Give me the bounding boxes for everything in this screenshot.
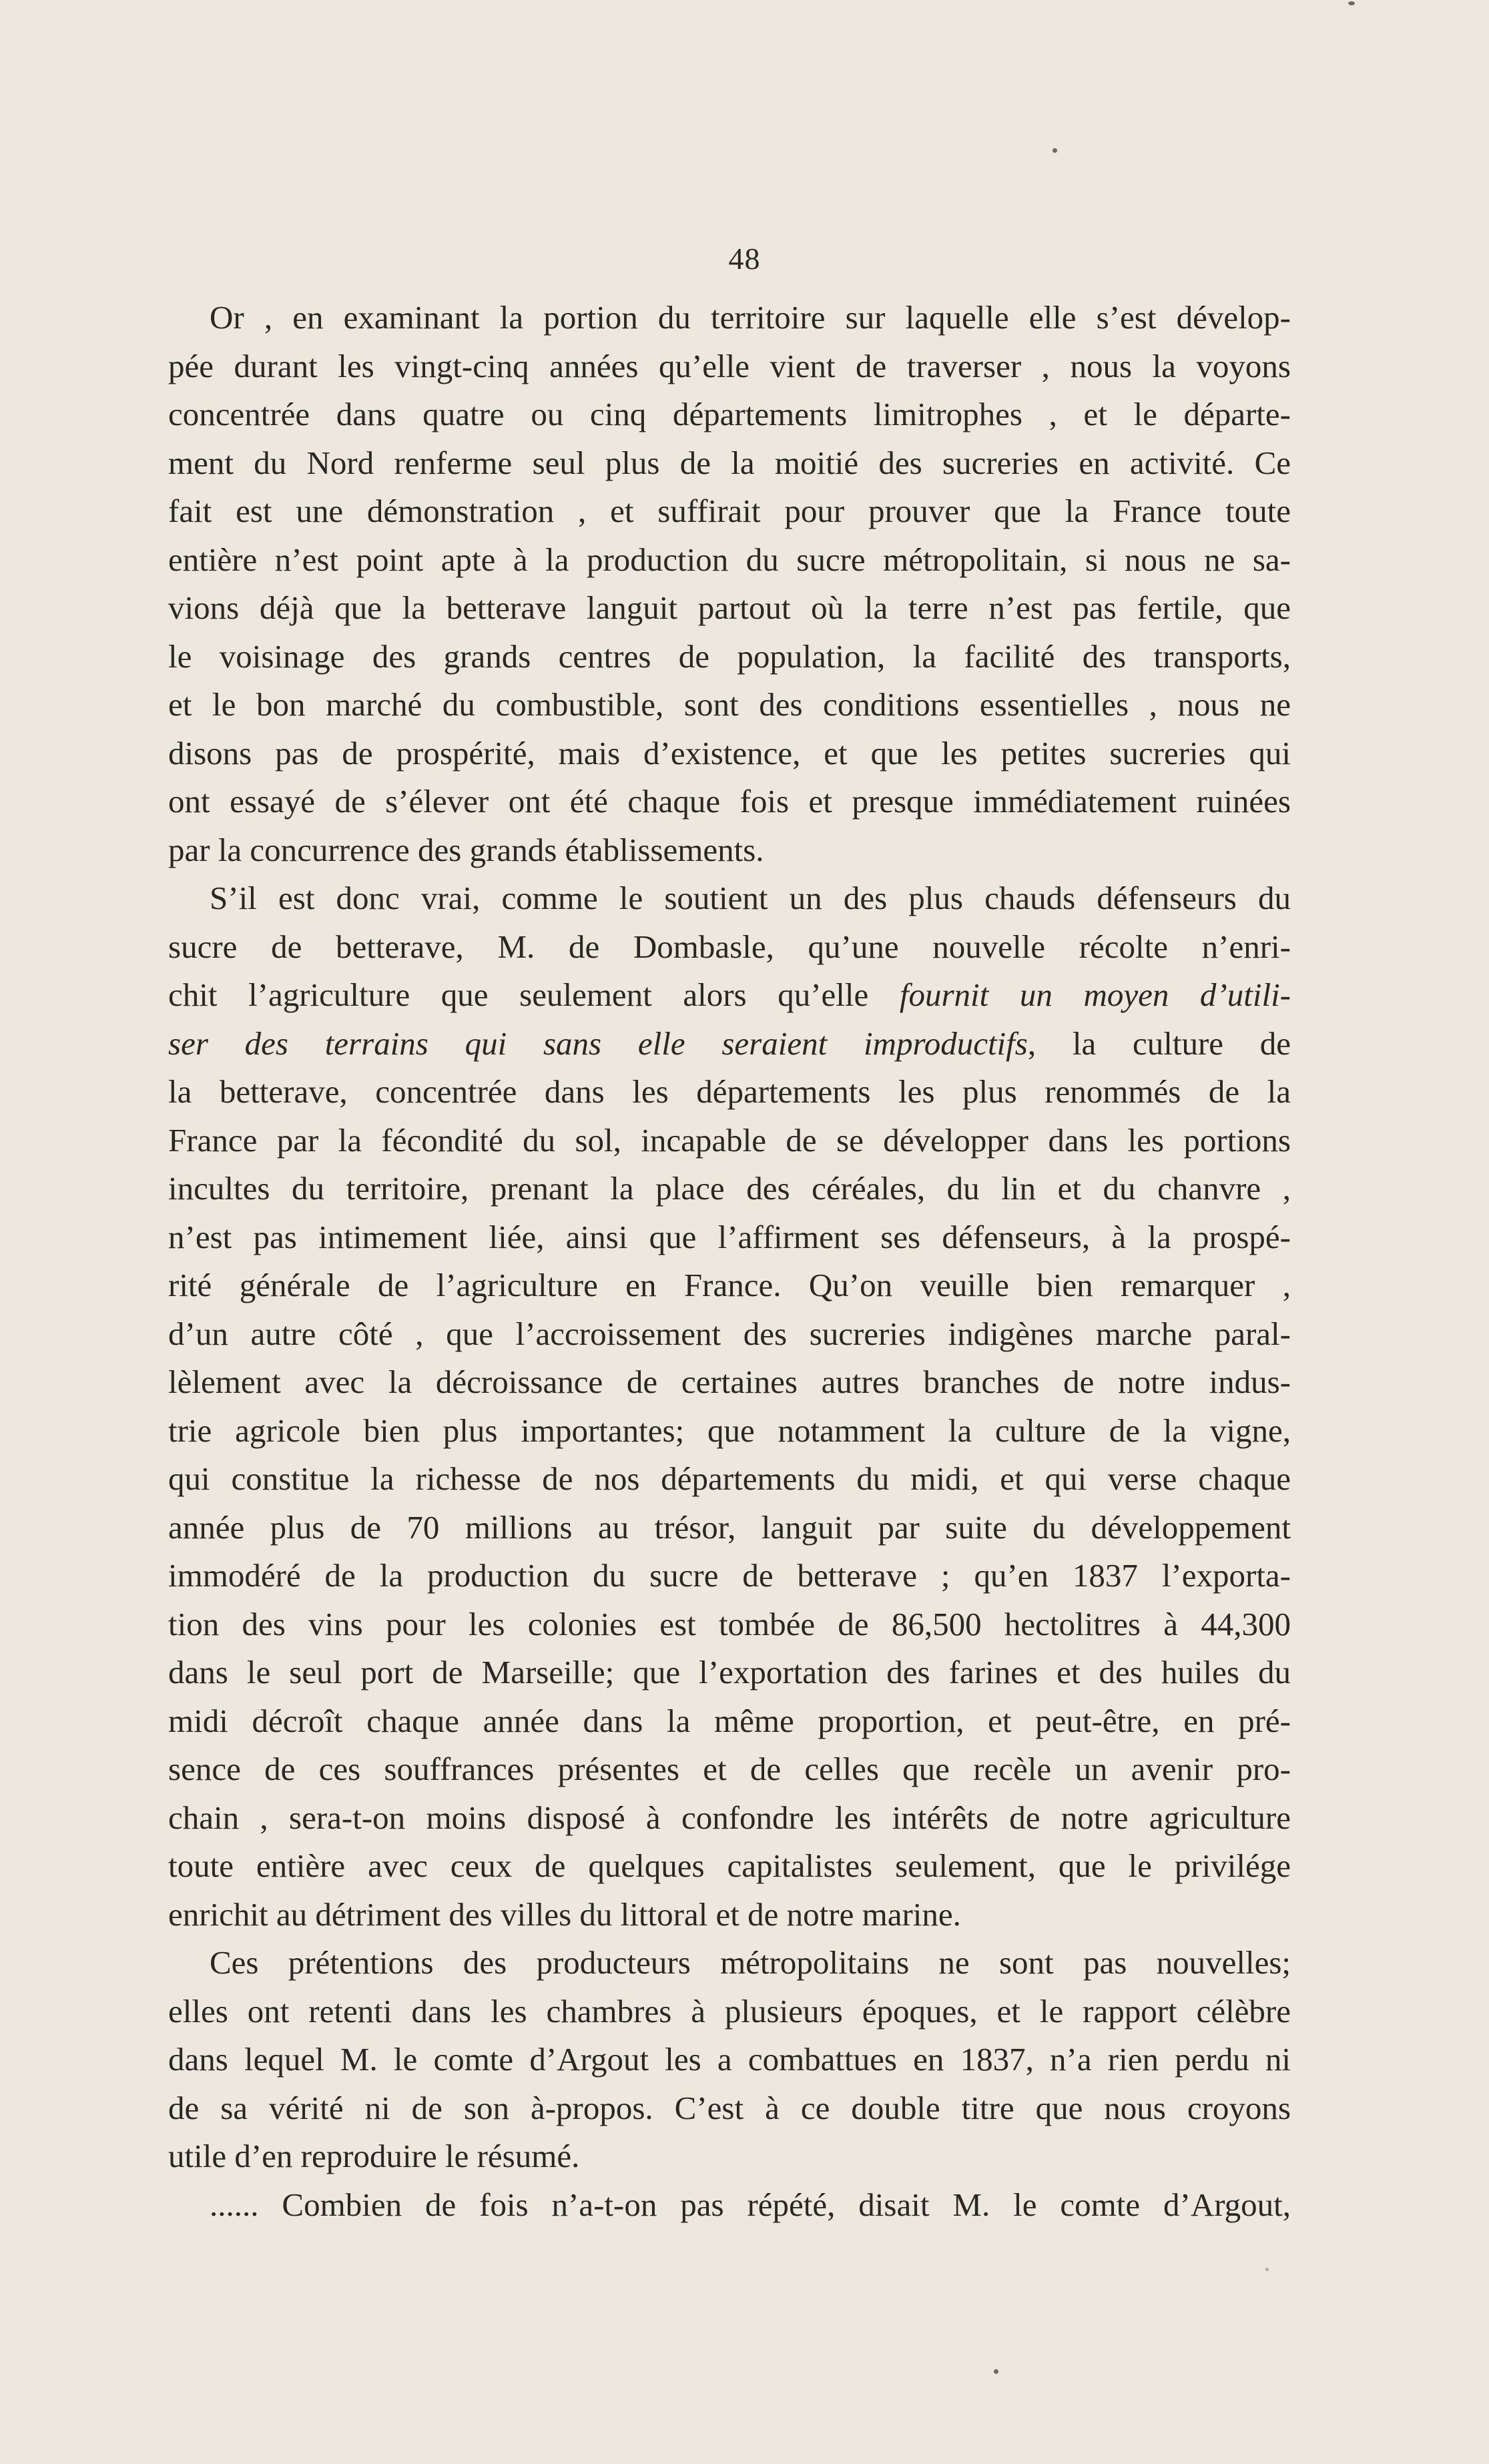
text-line: rité générale de l’agriculture en France. Qu’on veuille bien remarquer , xyxy=(168,1267,1291,1303)
text-line: immodéré de la production du sucre de betterave ; qu’en 1837 l’exporta- xyxy=(168,1557,1291,1594)
text-line: concentrée dans quatre ou cinq départements limitrophes , et le départe- xyxy=(168,396,1291,432)
text-line: par la concurrence des grands établissements. xyxy=(168,831,764,868)
text-line: Ces prétentions des producteurs métropolitains ne sont pas nouvelles; xyxy=(210,1944,1291,1981)
text-line: chain , sera-t-on moins disposé à confondre les intérêts de notre agriculture xyxy=(168,1799,1291,1836)
text-line: elles ont retenti dans les chambres à plusieurs époques, et le rapport célèbre xyxy=(168,1992,1291,2030)
text-line: dans lequel M. le comte d’Argout les a combattues en 1837, n’a rien perdu ni xyxy=(168,2041,1291,2078)
text-line: pée durant les vingt-cinq années qu’elle vient de traverser , nous la voyons xyxy=(168,347,1291,384)
text-line: qui constitue la richesse de nos départements du midi, et qui verse chaque xyxy=(168,1460,1291,1497)
text-line-with-quote xyxy=(168,1020,1291,1068)
text-line: n’est pas intimement liée, ainsi que l’affirment ses défenseurs, à la prospé- xyxy=(168,1218,1291,1255)
text-line: toute entière avec ceux de quelques capitalistes seulement, que le privilége xyxy=(168,1847,1291,1884)
text-line: de sa vérité ni de son à-propos. C’est à ce double titre que nous croyons xyxy=(168,2089,1291,2126)
text-line-with-quote xyxy=(168,971,1291,1020)
text-line: la betterave, concentrée dans les départements les plus renommés de la xyxy=(168,1073,1291,1110)
text-line: disons pas de prospérité, mais d’existence, et que les petites sucreries qui xyxy=(168,734,1291,772)
page-body-text xyxy=(168,294,1291,2229)
text-fragment: chit l’agriculture que seulement alors qu’elle xyxy=(168,976,900,1013)
text-line: dans le seul port de Marseille; que l’exportation des farines et des huiles du xyxy=(168,1654,1291,1690)
text-line: lèlement avec la décroissance de certaines autres branches de notre indus- xyxy=(168,1363,1291,1400)
text-line: sence de ces souffrances présentes et de celles que recèle un avenir pro- xyxy=(168,1751,1291,1787)
text-line: et le bon marché du combustible, sont des conditions essentielles , nous ne xyxy=(168,686,1291,723)
paper-speck xyxy=(994,2369,998,2374)
page-number: 48 xyxy=(728,242,761,276)
text-line: fait est une démonstration , et suffirait pour prouver que la France toute xyxy=(168,493,1291,529)
text-line: utile d’en reproduire le résumé. xyxy=(168,2138,580,2174)
text-line: France par la fécondité du sol, incapable de se développer dans les portions xyxy=(168,1121,1291,1159)
text-line: le voisinage des grands centres de population, la facilité des transports, xyxy=(168,637,1291,675)
text-line: année plus de 70 millions au trésor, languit par suite du développement xyxy=(168,1508,1291,1546)
text-line: ont essayé de s’élever ont été chaque fois et presque immédiatement ruinées xyxy=(168,783,1291,820)
text-line: enrichit au détriment des villes du littoral et de notre marine. xyxy=(168,1895,961,1933)
text-line: Or , en examinant la portion du territoire sur laquelle elle s’est dévelop- xyxy=(210,299,1291,336)
paper-speck xyxy=(1348,1,1355,5)
text-line: S’il est donc vrai, comme le soutient un des plus chauds défenseurs du xyxy=(210,880,1291,916)
text-line: sucre de betterave, M. de Dombasle, qu’une nouvelle récolte n’enri- xyxy=(168,928,1291,965)
text-line: incultes du territoire, prenant la place des céréales, du lin et du chanvre , xyxy=(168,1170,1291,1207)
text-line: trie agricole bien plus importantes; que notamment la culture de la vigne, xyxy=(168,1412,1291,1449)
text-line: midi décroît chaque année dans la même proportion, et peut-être, en pré- xyxy=(168,1702,1291,1739)
text-line: entière n’est point apte à la production du sucre métropolitain, si nous ne sa- xyxy=(168,541,1291,578)
paper-speck xyxy=(1265,2268,1269,2271)
text-line: d’un autre côté , que l’accroissement des sucreries indigènes marche paral- xyxy=(168,1315,1291,1352)
italic-quote: fournit un moyen d’utili- xyxy=(899,976,1291,1013)
italic-quote: ser des terrains qui sans elle seraient improductifs xyxy=(168,1024,1028,1062)
text-line: vions déjà que la betterave languit partout où la terre n’est pas fertile, que xyxy=(168,589,1291,626)
text-fragment: , la culture de xyxy=(1027,1024,1291,1062)
text-line: ...... Combien de fois n’a-t-on pas répété, disait M. le comte d’Argout, xyxy=(210,2186,1291,2223)
paper-speck xyxy=(1053,148,1057,153)
text-line: tion des vins pour les colonies est tombée de 86,500 hectolitres à 44,300 xyxy=(168,1605,1291,1642)
text-line: ment du Nord renferme seul plus de la moitié des sucreries en activité. Ce xyxy=(168,444,1291,481)
